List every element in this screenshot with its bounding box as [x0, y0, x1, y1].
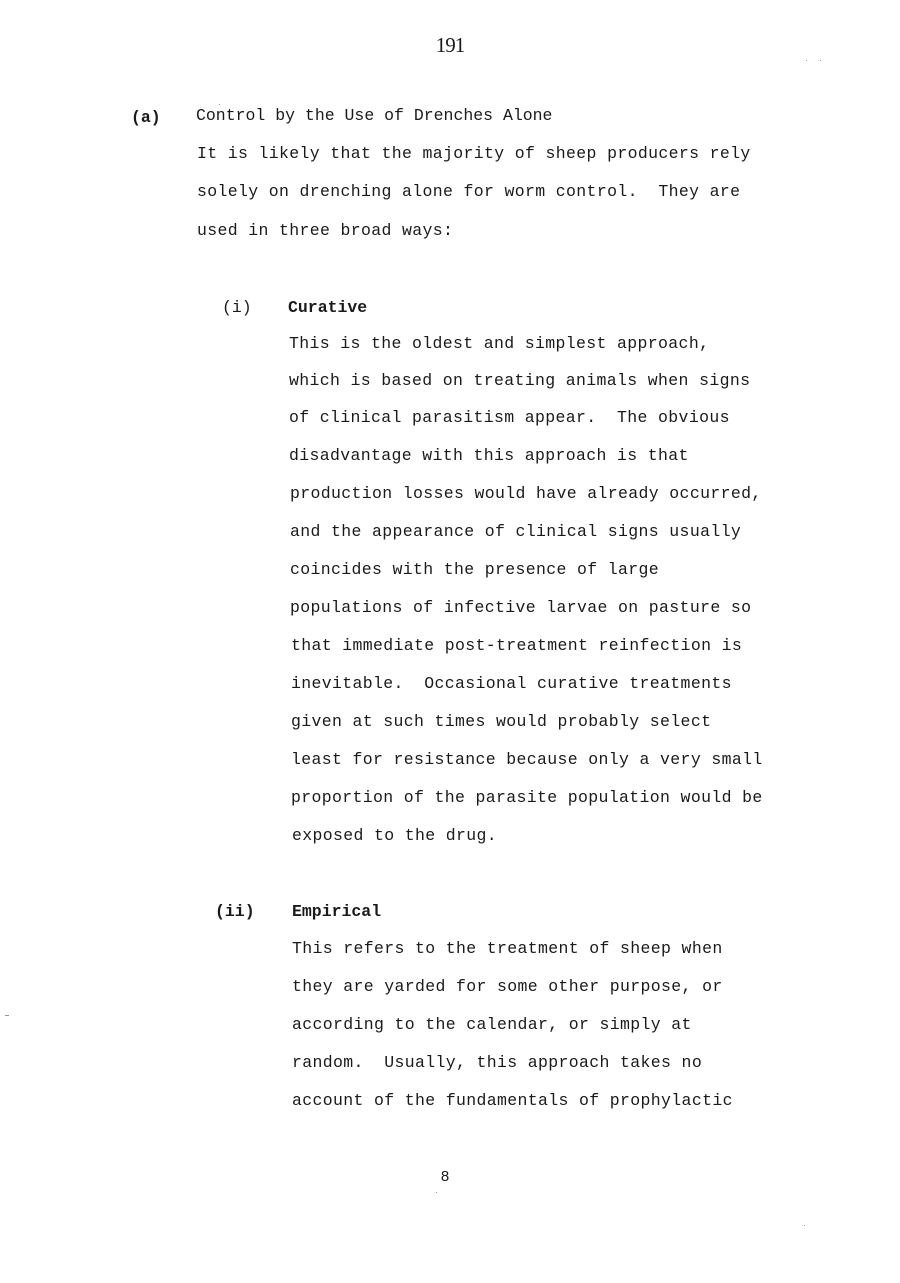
scan-speck: [804, 1225, 805, 1226]
text-line: they are yarded for some other purpose, or: [292, 977, 723, 996]
text-line: populations of infective larvae on pasture so: [290, 598, 752, 617]
text-line: given at such times would probably select: [291, 712, 712, 731]
scan-speck: [219, 104, 220, 105]
text-line: inevitable. Occasional curative treatments: [291, 674, 732, 693]
text-line: and the appearance of clinical signs usually: [290, 522, 742, 541]
text-line: exposed to the drug.: [292, 826, 498, 845]
text-line: coincides with the presence of large: [290, 560, 660, 579]
scan-speck: [436, 1192, 437, 1193]
page-number-top: 191: [435, 33, 465, 57]
text-line: which is based on treating animals when signs: [289, 371, 751, 390]
scan-speck: [5, 1015, 9, 1016]
text-line: that immediate post-treatment reinfection is: [291, 636, 743, 655]
subsection-i-label: (i): [222, 298, 252, 317]
section-a-heading: Control by the Use of Drenches Alone: [196, 106, 553, 125]
section-a-label: (a): [131, 108, 161, 127]
subsection-ii-label: (ii): [215, 902, 255, 921]
text-line: solely on drenching alone for worm control. They are: [197, 182, 741, 201]
text-line: production losses would have already occurred,: [290, 484, 762, 503]
text-line: This is the oldest and simplest approach,: [289, 334, 710, 353]
text-line: account of the fundamentals of prophylactic: [292, 1091, 733, 1110]
subsection-ii-heading: Empirical: [292, 902, 382, 921]
text-line: random. Usually, this approach takes no: [292, 1053, 703, 1072]
text-line: This refers to the treatment of sheep when: [292, 939, 723, 958]
subsection-i-heading: Curative: [288, 298, 368, 317]
text-line: used in three broad ways:: [197, 221, 454, 240]
page-number-bottom: 8: [440, 1168, 450, 1185]
text-line: proportion of the parasite population would be: [291, 788, 763, 807]
scan-speck: [820, 60, 821, 61]
text-line: according to the calendar, or simply at: [292, 1015, 692, 1034]
text-line: disadvantage with this approach is that: [289, 446, 689, 465]
scan-speck: [806, 60, 807, 61]
text-line: of clinical parasitism appear. The obvious: [289, 408, 730, 427]
text-line: least for resistance because only a very small: [291, 750, 763, 769]
text-line: It is likely that the majority of sheep producers rely: [197, 144, 751, 163]
